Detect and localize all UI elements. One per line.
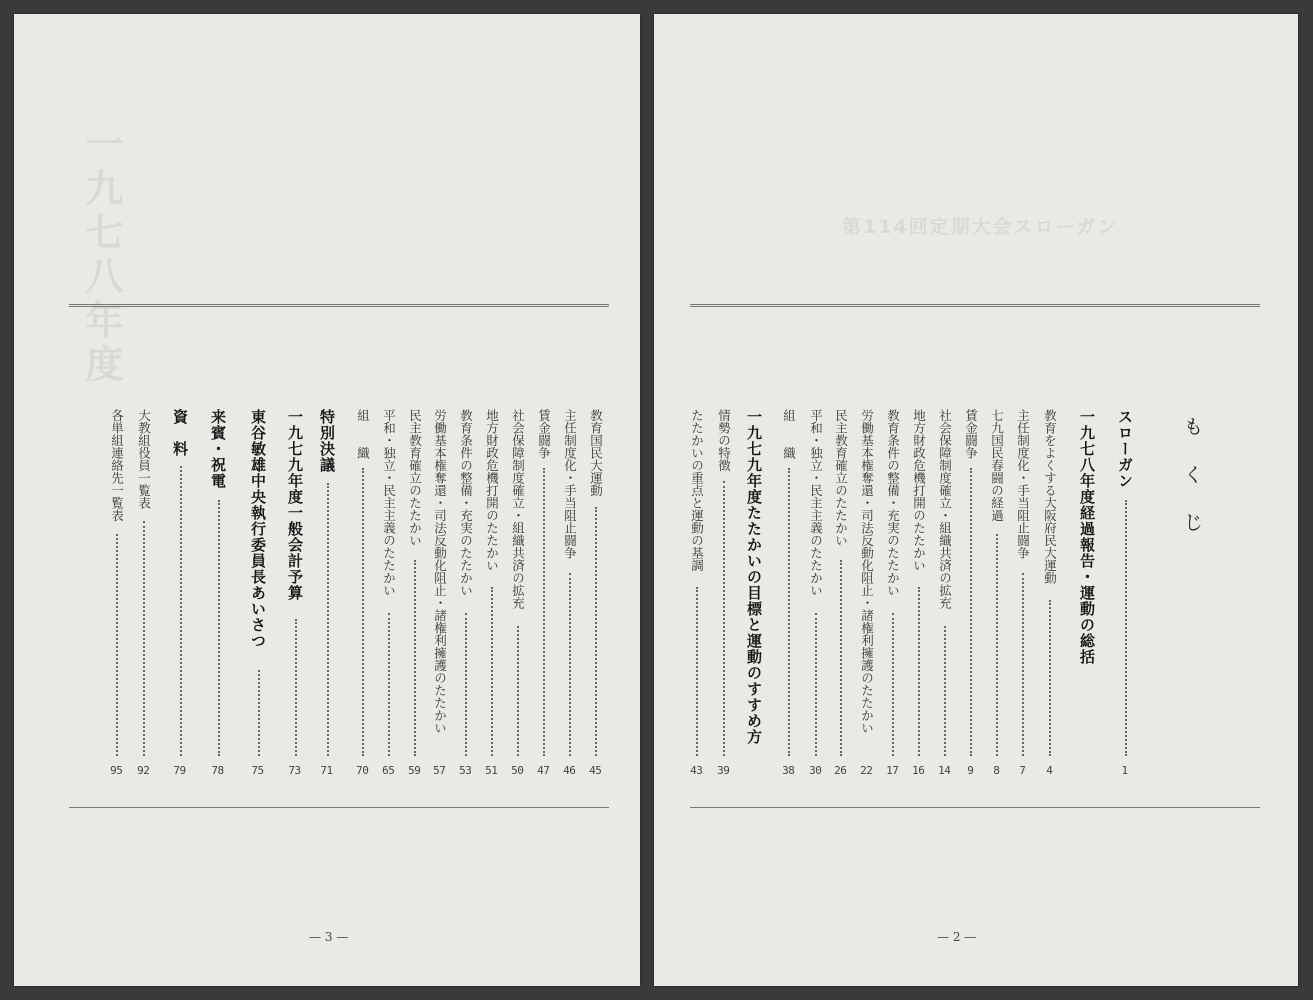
toc-entry-page: 57	[433, 764, 446, 777]
toc-entry-page: 47	[537, 764, 550, 777]
toc-entry-label: 来賓・祝電	[209, 409, 227, 489]
leader-dots	[1049, 600, 1051, 756]
toc-entry-label: 地方財政危機打開のたたかい	[484, 409, 500, 572]
leader-dots	[517, 626, 519, 756]
toc-entry-page: 75	[251, 764, 264, 777]
toc-entry-page: 79	[173, 764, 186, 777]
toc-entry-label: 教育条件の整備・充実のたたかい	[458, 409, 474, 597]
page-folio: — 3 —	[309, 930, 349, 944]
leader-dots	[788, 468, 790, 756]
ghost-slogan: 第114回定期大会スローガン	[842, 216, 1119, 238]
toc-entry-label: 主任制度化・手当阻止闘争	[562, 409, 578, 559]
toc-entry-page: 46	[563, 764, 576, 777]
leader-dots	[595, 507, 597, 756]
leader-dots	[815, 613, 817, 756]
toc-entry-page: 78	[211, 764, 224, 777]
toc-entry-label: 平和・独立・民主主義のたたかい	[808, 409, 824, 597]
right-page	[654, 14, 1298, 986]
toc-entry-label: 一九七九年度たたかいの目標と運動のすすめ方	[745, 409, 763, 745]
toc-entry-label: 地方財政危機打開のたたかい	[911, 409, 927, 572]
toc-entry-label: 情勢の特徴	[716, 409, 732, 472]
leader-dots	[388, 613, 390, 756]
top-rule	[690, 304, 1260, 307]
bottom-rule	[690, 807, 1260, 808]
toc-entry-label: たたかいの重点と運動の基調	[689, 409, 705, 572]
leader-dots	[218, 500, 220, 756]
toc-entry-label: 社会保障制度確立・組織共済の拡充	[937, 409, 953, 609]
toc-entry-label: 民主教育確立のたたかい	[407, 409, 423, 547]
toc-entry-label: 資 料	[171, 409, 189, 457]
toc-entry-page: 95	[110, 764, 123, 777]
leader-dots	[143, 521, 145, 756]
leader-dots	[1125, 500, 1127, 756]
toc-entry-page: 71	[320, 764, 333, 777]
leader-dots	[327, 483, 329, 756]
leader-dots	[569, 573, 571, 756]
toc-entry-label: 労働基本権奪還・司法反動化阻止・諸権利擁護のたたかい	[859, 409, 875, 734]
toc-title: もくじ	[1180, 416, 1204, 560]
toc-entry-page: 45	[589, 764, 602, 777]
toc-entry-label: 賃金闘争	[963, 409, 979, 459]
toc-entry-label: 民主教育確立のたたかい	[833, 409, 849, 547]
top-rule	[69, 304, 609, 307]
toc-entry-page: 51	[485, 764, 498, 777]
leader-dots	[180, 466, 182, 756]
leader-dots	[970, 468, 972, 756]
toc-entry-page: 17	[886, 764, 899, 777]
toc-entry-label: 各単組連絡先一覧表	[109, 409, 125, 522]
toc-entry-page: 65	[382, 764, 395, 777]
toc-entry-label: スローガン	[1116, 409, 1134, 489]
toc-entry-label: 組 織	[781, 409, 797, 459]
toc-entry-page: 30	[809, 764, 822, 777]
toc-entry-page: 8	[993, 764, 1000, 777]
toc-entry-label: 大教組役員一覧表	[136, 409, 152, 509]
leader-dots	[414, 560, 416, 756]
toc-entry-label: 一九七九年度一般会計予算	[286, 409, 304, 601]
toc-entry-label: 社会保障制度確立・組織共済の拡充	[510, 409, 526, 609]
leader-dots	[944, 626, 946, 756]
toc-entry-label: 教育国民大運動	[588, 409, 604, 497]
toc-entry-page: 39	[717, 764, 730, 777]
leader-dots	[723, 481, 725, 756]
toc-entry-page: 43	[690, 764, 703, 777]
toc-entry-page: 1	[1121, 764, 1128, 777]
toc-entry-label: 教育条件の整備・充実のたたかい	[885, 409, 901, 597]
ghost-title: 一九七八年度	[79, 124, 123, 388]
page-folio: — 2 —	[937, 930, 977, 944]
toc-entry-page: 92	[137, 764, 150, 777]
toc-entry-page: 7	[1019, 764, 1026, 777]
toc-entry-page: 16	[912, 764, 925, 777]
toc-entry-label: 平和・独立・民主主義のたたかい	[381, 409, 397, 597]
toc-entry-page: 9	[967, 764, 974, 777]
bottom-rule	[69, 807, 609, 808]
leader-dots	[892, 613, 894, 756]
leader-dots	[491, 587, 493, 756]
toc-entry-page: 26	[834, 764, 847, 777]
toc-entry-label: 賃金闘争	[536, 409, 552, 459]
leader-dots	[918, 587, 920, 756]
toc-entry-label: 主任制度化・手当阻止闘争	[1015, 409, 1031, 559]
toc-entry-page: 70	[356, 764, 369, 777]
leader-dots	[696, 587, 698, 756]
toc-entry-label: 労働基本権奪還・司法反動化阻止・諸権利擁護のたたかい	[432, 409, 448, 734]
toc-entry-label: 東谷敏雄中央執行委員長あいさつ	[249, 409, 267, 649]
toc-entry-label: 組 織	[355, 409, 371, 459]
toc-entry-page: 59	[408, 764, 421, 777]
leader-dots	[295, 619, 297, 756]
leader-dots	[362, 468, 364, 756]
toc-entry-label: 教育をよくする大阪府民大運動	[1042, 409, 1058, 584]
toc-entry-page: 50	[511, 764, 524, 777]
leader-dots	[1022, 573, 1024, 756]
toc-entry-page: 14	[938, 764, 951, 777]
leader-dots	[840, 560, 842, 756]
toc-entry-page: 73	[288, 764, 301, 777]
toc-entry-label: 七九国民春闘の経過	[989, 409, 1005, 522]
toc-entry-page: 53	[459, 764, 472, 777]
toc-entry-label: 一九七八年度経過報告・運動の総括	[1078, 409, 1096, 665]
leader-dots	[465, 613, 467, 756]
leader-dots	[116, 534, 118, 756]
leader-dots	[996, 534, 998, 756]
toc-entry-page: 38	[782, 764, 795, 777]
toc-entry-page: 4	[1046, 764, 1053, 777]
leader-dots	[258, 670, 260, 756]
left-page	[14, 14, 640, 986]
toc-entry-label: 特別決議	[318, 409, 336, 473]
leader-dots	[543, 468, 545, 756]
toc-entry-page: 22	[860, 764, 873, 777]
